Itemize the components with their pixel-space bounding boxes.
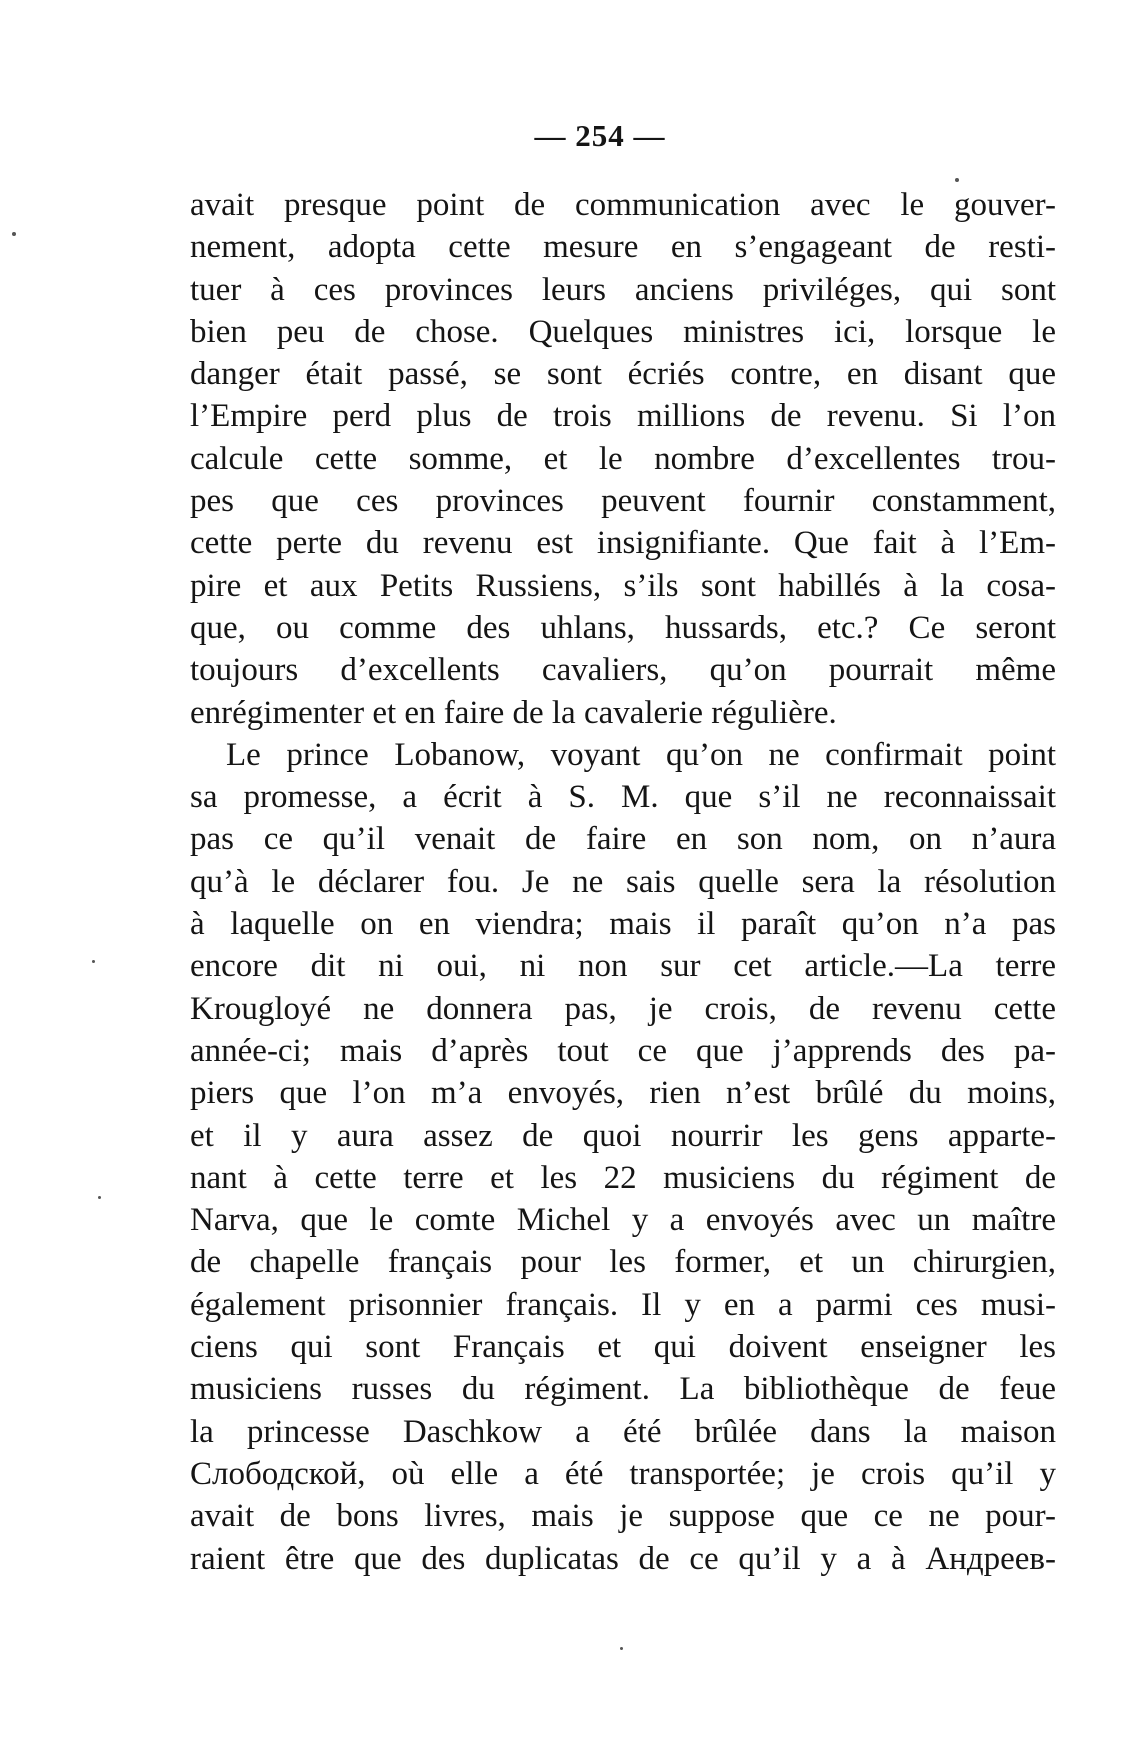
- text-line: ciens qui sont Français et qui doivent enseigner les: [190, 1329, 1056, 1366]
- text-line: avait presque point de communication avec le gouver-: [190, 187, 1056, 223]
- text-line: également prisonnier français. Il y en a parmi ces musi-: [190, 1286, 1056, 1323]
- text-line: bien peu de chose. Quelques ministres ici, lorsque le: [190, 313, 1056, 350]
- text-line: calcule cette somme, et le nombre d’excellentes trou-: [190, 440, 1056, 477]
- text-line: cette perte du revenu est insignifiante. Que fait à l’Em-: [190, 525, 1056, 562]
- text-line: Le prince Lobanow, voyant qu’on ne confirmait point: [226, 736, 1056, 773]
- scan-speck: [98, 1196, 101, 1199]
- text-line: encore dit ni oui, ni non sur cet article.—La terre: [190, 948, 1056, 985]
- text-line: musiciens russes du régiment. La bibliothèque de feue: [190, 1371, 1056, 1408]
- text-line: et il y aura assez de quoi nourrir les gens apparte-: [190, 1117, 1056, 1154]
- text-line: danger était passé, se sont écriés contre, en disant que: [190, 356, 1056, 393]
- text-line: pas ce qu’il venait de faire en son nom, on n’aura: [190, 821, 1056, 858]
- text-line: enrégimenter et en faire de la cavalerie régulière.: [190, 694, 837, 731]
- text-line: qu’à le déclarer fou. Je ne sais quelle sera la résolution: [190, 863, 1056, 900]
- text-line: sa promesse, a écrit à S. M. que s’il ne reconnaissait: [190, 779, 1056, 816]
- text-line: que, ou comme des uhlans, hussards, etc.? Ce seront: [190, 609, 1056, 646]
- text-line: avait de bons livres, mais je suppose que ce ne pour-: [190, 1498, 1056, 1535]
- scan-speck: [955, 178, 959, 182]
- text-line: l’Empire perd plus de trois millions de revenu. Si l’on: [190, 398, 1056, 435]
- text-line: Narva, que le comte Michel y a envoyés avec un maître: [190, 1202, 1056, 1239]
- scan-speck: [92, 960, 95, 963]
- body-text: [190, 184, 1056, 1580]
- scan-speck: [12, 232, 16, 236]
- text-line: piers que l’on m’a envoyés, rien n’est brûlé du moins,: [190, 1075, 1056, 1112]
- text-line: nant à cette terre et les 22 musiciens du régiment de: [190, 1159, 1056, 1196]
- text-line: toujours d’excellents cavaliers, qu’on pourrait même: [190, 652, 1056, 689]
- text-line: pes que ces provinces peuvent fournir constamment,: [190, 483, 1056, 520]
- text-line: pire et aux Petits Russiens, s’ils sont habillés à la cosa-: [190, 567, 1056, 604]
- text-line: Krougloyé ne donnera pas, je crois, de revenu cette: [190, 990, 1056, 1027]
- text-line: à laquelle on en viendra; mais il paraît qu’on n’a pas: [190, 906, 1056, 943]
- text-line: Слободской, où elle a été transportée; je crois qu’il y: [190, 1455, 1056, 1492]
- text-line: de chapelle français pour les former, et un chirurgien,: [190, 1244, 1056, 1281]
- scan-speck: [620, 1647, 623, 1650]
- text-line: raient être que des duplicatas de ce qu’il y a à Андреев-: [190, 1540, 1056, 1577]
- text-line: nement, adopta cette mesure en s’engageant de resti-: [190, 229, 1056, 266]
- text-line: la princesse Daschkow a été brûlée dans la maison: [190, 1413, 1056, 1450]
- text-line: tuer à ces provinces leurs anciens priviléges, qui sont: [190, 271, 1056, 308]
- text-line: année-ci; mais d’après tout ce que j’apprends des pa-: [190, 1032, 1056, 1069]
- page-number: — 254 —: [534, 118, 666, 153]
